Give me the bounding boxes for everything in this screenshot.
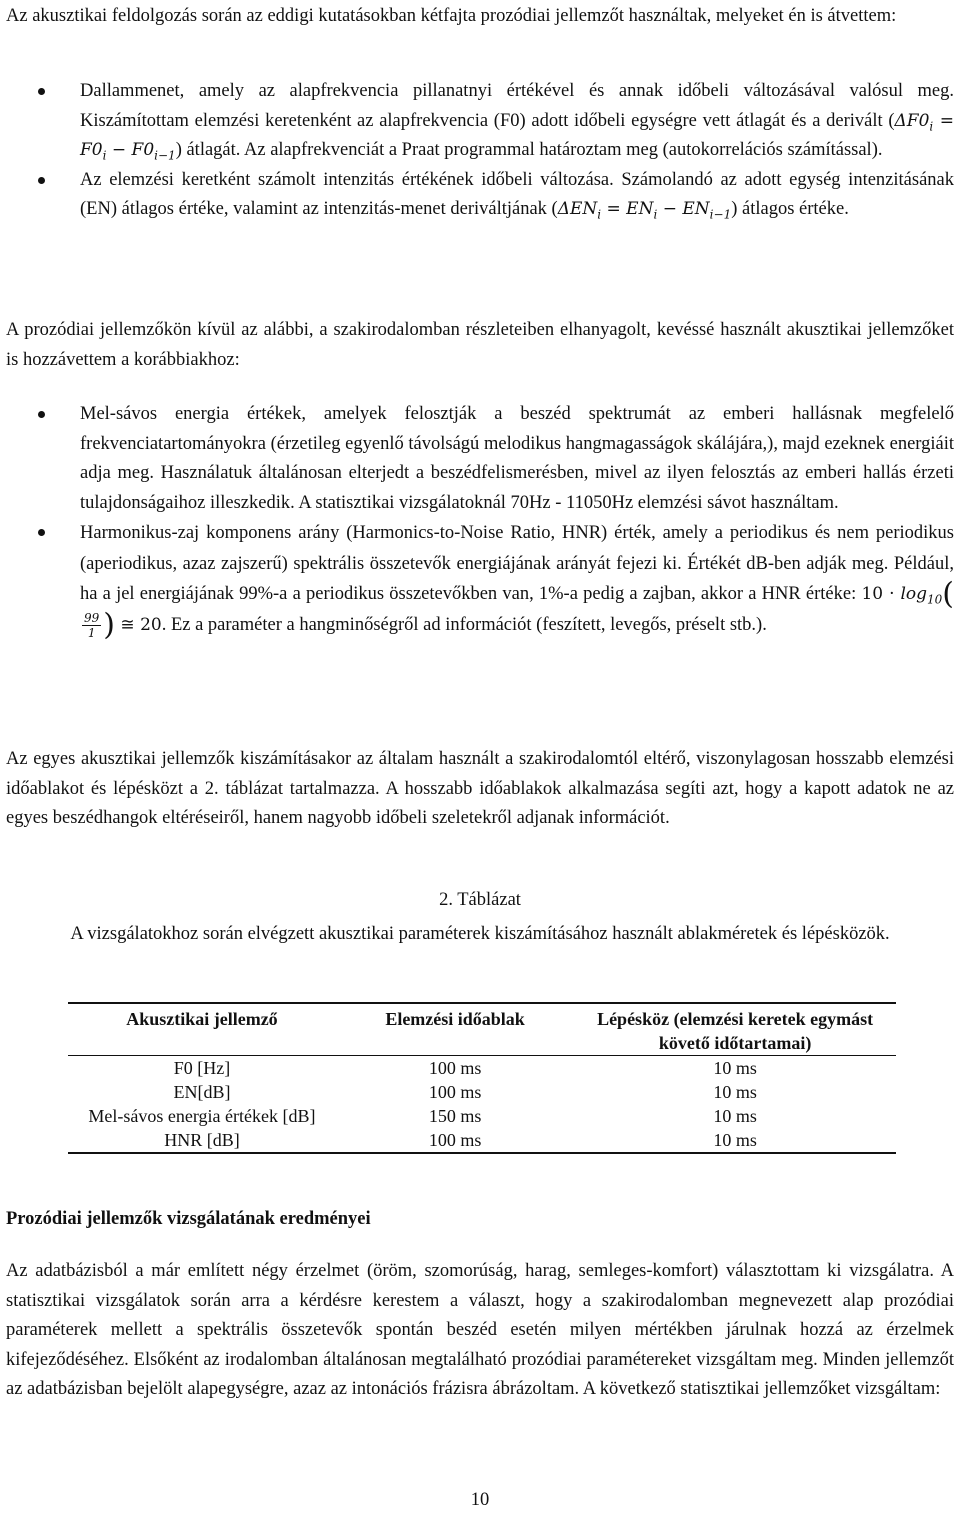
bullet-text-end: . Ez a paraméter a hangminőségről ad információt (feszített, levegős, préselt stb.). [161, 614, 767, 635]
intro-paragraph: Az akusztikai feldolgozás során az eddigi kutatásokban kétfajta prozódiai jellemzőt használtak, melyeket én is átvettem: [6, 6, 897, 26]
list-item [0, 400, 960, 518]
table-cell: 150 ms [428, 1106, 482, 1126]
table-cell: 10 ms [713, 1082, 757, 1102]
list-item [0, 77, 960, 166]
table-cell: 10 ms [713, 1106, 757, 1126]
bullet-text: Mel-sávos energia értékek, amelyek felosztják a beszéd spektrumát az emberi hallásnak megfelelő frekvenciatartományokra (érzetileg egyenlő távolságú melodikus hangmagasságok skálájára,), majd ezeknek energiáit adja meg. Használatuk általánosan elterjedt a beszédfelismerésben, mivel az ilyen felosztás az emberi hallás érzeti tulajdonságaihoz illeszkedik. A statisztikai vizsgálatoknál 70Hz - 11050Hz elemzési sávot használtam. [80, 404, 954, 513]
bullet-icon [38, 529, 45, 536]
parameter-table [68, 1002, 896, 1154]
column-header-step: Lépésköz (elemzési keretek egymást követő időtartamai) [597, 1009, 874, 1053]
table-cell: HNR [dB] [164, 1130, 240, 1150]
bullet-text-end: ) átlagos értéke. [731, 199, 849, 219]
table-caption-text: A vizsgálatokhoz során elvégzett akusztikai paraméterek kiszámításához használt ablakméretek és lépésközök. [70, 924, 890, 944]
bullet-text-start: Harmonikus-zaj komponens arány (Harmonics-to-Noise Ratio, HNR) érték, amely a periodikus és nem periodikus (aperiodikus, azaz zajszerű) spektrális összetevők energiájának arányát fejezi ki. Értékét dB-ben adják meg. Például, ha a jel energiájának 99%-a a periodikus összetevőkben van, 1%-a pedig a zajban, akkor a HNR értéke: [80, 523, 954, 604]
list-item [0, 518, 960, 640]
bullet-text-end: ) átlagát. Az alapfrekvenciát a Praat programmal határoztam meg (autokorrelációs számítással). [175, 140, 883, 160]
table-cell: 10 ms [713, 1058, 757, 1078]
column-header-feature: Akusztikai jellemző [126, 1009, 278, 1029]
table-caption-number: 2. Táblázat [439, 890, 521, 910]
page-number: 10 [470, 1490, 490, 1510]
results-paragraph: Az adatbázisból a már említett négy érzelmet (öröm, szomorúság, harag, semleges-komfort) választottam ki vizsgálatra. A statisztikai vizsgálatok során arra a kérdésre kerestem a választ, hogy a szakirodalomban megnevezett alap prozódiai paraméterek mellett a spektrális összetevők spontán beszéd esetén milyen mértékben járulnak hozzá az érzelmek kifejeződéséhez. Elsőként az irodalomban általánosan megtalálható prozódiai paramétereket vizsgáltam meg. Minden jellemzőt az adatbázisban bejelölt alapegységre, azaz az intonációs frázisra ábrázoltam. A következő statisztikai jellemzőket vizsgáltam: [6, 1261, 954, 1399]
table-cell: 100 ms [428, 1082, 482, 1102]
list-item [0, 166, 960, 225]
column-header-window: Elemzési időablak [385, 1009, 525, 1029]
table-cell: 10 ms [713, 1130, 757, 1150]
acoustic-features-list [0, 400, 960, 640]
table-cell: EN[dB] [173, 1082, 231, 1102]
section-heading: Prozódiai jellemzők vizsgálatának eredményei [6, 1209, 371, 1229]
bullet-icon [38, 88, 45, 95]
table-row [68, 1056, 896, 1081]
bullet-icon [38, 411, 45, 418]
table-cell: 100 ms [428, 1130, 482, 1150]
table-row [68, 1128, 896, 1153]
table-cell: F0 [Hz] [173, 1058, 231, 1078]
bullet-icon [38, 177, 45, 184]
table-row [68, 1080, 896, 1104]
table-row [68, 1104, 896, 1128]
hnr-formula: $10 \cdot \log_{10}$( $\frac{99}{1}$ ) ≅ 20 [84, 576, 955, 642]
derivative-formula-f0: $\Delta F0_i = F0_i - F0_{i-1}$ [80, 110, 954, 163]
bullet-text-start: Dallammenet, amely az alapfrekvencia pillanatnyi értékével és annak időbeli változásával valósul meg. Kiszámítottam elemzési keretenként az alapfrekvencia (F0) adott időbeli egységre vett átlagát és a derivált ( [80, 81, 954, 131]
prosodic-features-list [0, 77, 960, 225]
table-header-row [68, 1003, 896, 1056]
table-cell: Mel-sávos energia értékek [dB] [88, 1106, 316, 1126]
window-size-paragraph: Az egyes akusztikai jellemzők kiszámításakor az általam használt a szakirodalomtól eltérő, viszonylagosan hosszabb elemzési időablakot és lépésközt a 2. táblázat tartalmazza. A hosszabb időablakok alkalmazása segíti azt, hogy a kapott adatok ne az egyes beszédhangok eltéréseiről, hanem nagyobb időbeli szeletekről adjanak információt. [6, 749, 954, 828]
features-intro-paragraph: A prozódiai jellemzőkön kívül az alábbi, a szakirodalomban részleteiben elhanyagolt, kevéssé használt akusztikai jellemzőket is hozzávettem a korábbiakhoz: [6, 320, 954, 370]
table-cell: 100 ms [428, 1058, 482, 1078]
derivative-formula-en: $\Delta EN_i = EN_i - EN_{i-1}$ [557, 199, 732, 222]
bullet-text-start: Az elemzési keretként számolt intenzitás értékének időbeli változása. Számolandó az adott egység intenzitásának (EN) átlagos értéke, valamint az intenzitás-menet deriváltjának ( [80, 169, 954, 219]
